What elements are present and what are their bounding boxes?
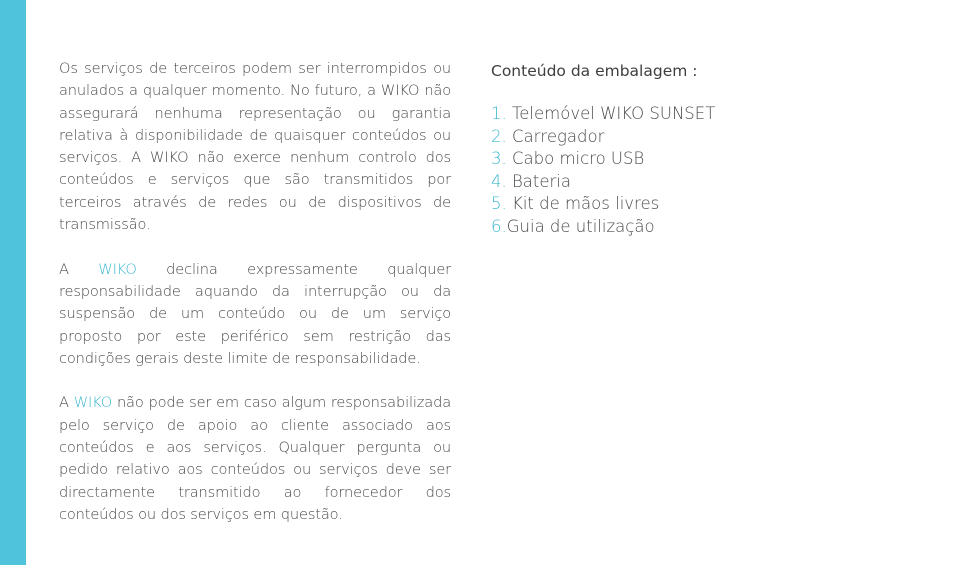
list-item-number: 4. bbox=[491, 171, 507, 191]
brand-name: WIKO bbox=[98, 260, 137, 278]
package-contents-heading: Conteúdo da embalagem : bbox=[491, 62, 698, 80]
list-item-number: 2. bbox=[491, 126, 507, 146]
paragraph-body: não pode ser em caso algum responsabilizada pelo serviço de apoio ao cliente associado aos conteúdos e aos serviços. Qualquer pergunta ou pedido relativo aos conteúdos ou serviços deve ser directamente transmitido ao fornecedor dos conteúdos ou dos serviços em questão. bbox=[59, 394, 451, 523]
package-contents-column bbox=[491, 60, 911, 239]
list-item-label: Carregador bbox=[506, 126, 605, 146]
list-item bbox=[491, 103, 911, 126]
list-item-label: Kit de mãos livres bbox=[506, 194, 660, 214]
paragraph-liability-disclaimer bbox=[59, 259, 451, 370]
list-item-label: Cabo micro USB bbox=[506, 149, 645, 169]
paragraph-body: declina expressamente qualquer responsabilidade aquando da interrupção ou da suspensão de um conteúdo ou de um serviço proposto por este periférico sem restrição das condições gerais deste limite de responsabilidade. bbox=[59, 260, 451, 367]
list-item-number: 1. bbox=[491, 104, 507, 124]
list-item bbox=[491, 148, 911, 171]
paragraph-lead: A bbox=[59, 260, 99, 278]
list-item-number: 5. bbox=[491, 194, 507, 214]
paragraph-lead: A bbox=[59, 394, 74, 412]
package-contents-list bbox=[491, 103, 911, 239]
list-item bbox=[491, 193, 911, 216]
list-item-number: 3. bbox=[491, 149, 507, 169]
legal-text-column bbox=[59, 58, 451, 549]
list-item-label: Telemóvel WIKO SUNSET bbox=[506, 104, 716, 124]
list-item bbox=[491, 216, 911, 239]
list-item-label: Guia de utilização bbox=[506, 217, 655, 237]
list-item-label: Bateria bbox=[506, 171, 572, 191]
list-item bbox=[491, 126, 911, 149]
list-item bbox=[491, 171, 911, 194]
list-item-number: 6. bbox=[491, 217, 507, 237]
brand-name: WIKO bbox=[73, 394, 113, 412]
paragraph-customer-service bbox=[59, 392, 451, 526]
paragraph-third-party-services: Os serviços de terceiros podem ser interrompidos ou anulados a qualquer momento. No futuro, a WIKO não assegurará nenhuma representação ou garantia relativa à disponibilidade de quaisquer conteúdos ou serviços. A WIKO não exerce nenhum controlo dos conteúdos e serviços que são transmitidos por terceiros através de redes ou de dispositivos de transmissão. bbox=[59, 60, 451, 234]
accent-bar bbox=[0, 0, 26, 565]
